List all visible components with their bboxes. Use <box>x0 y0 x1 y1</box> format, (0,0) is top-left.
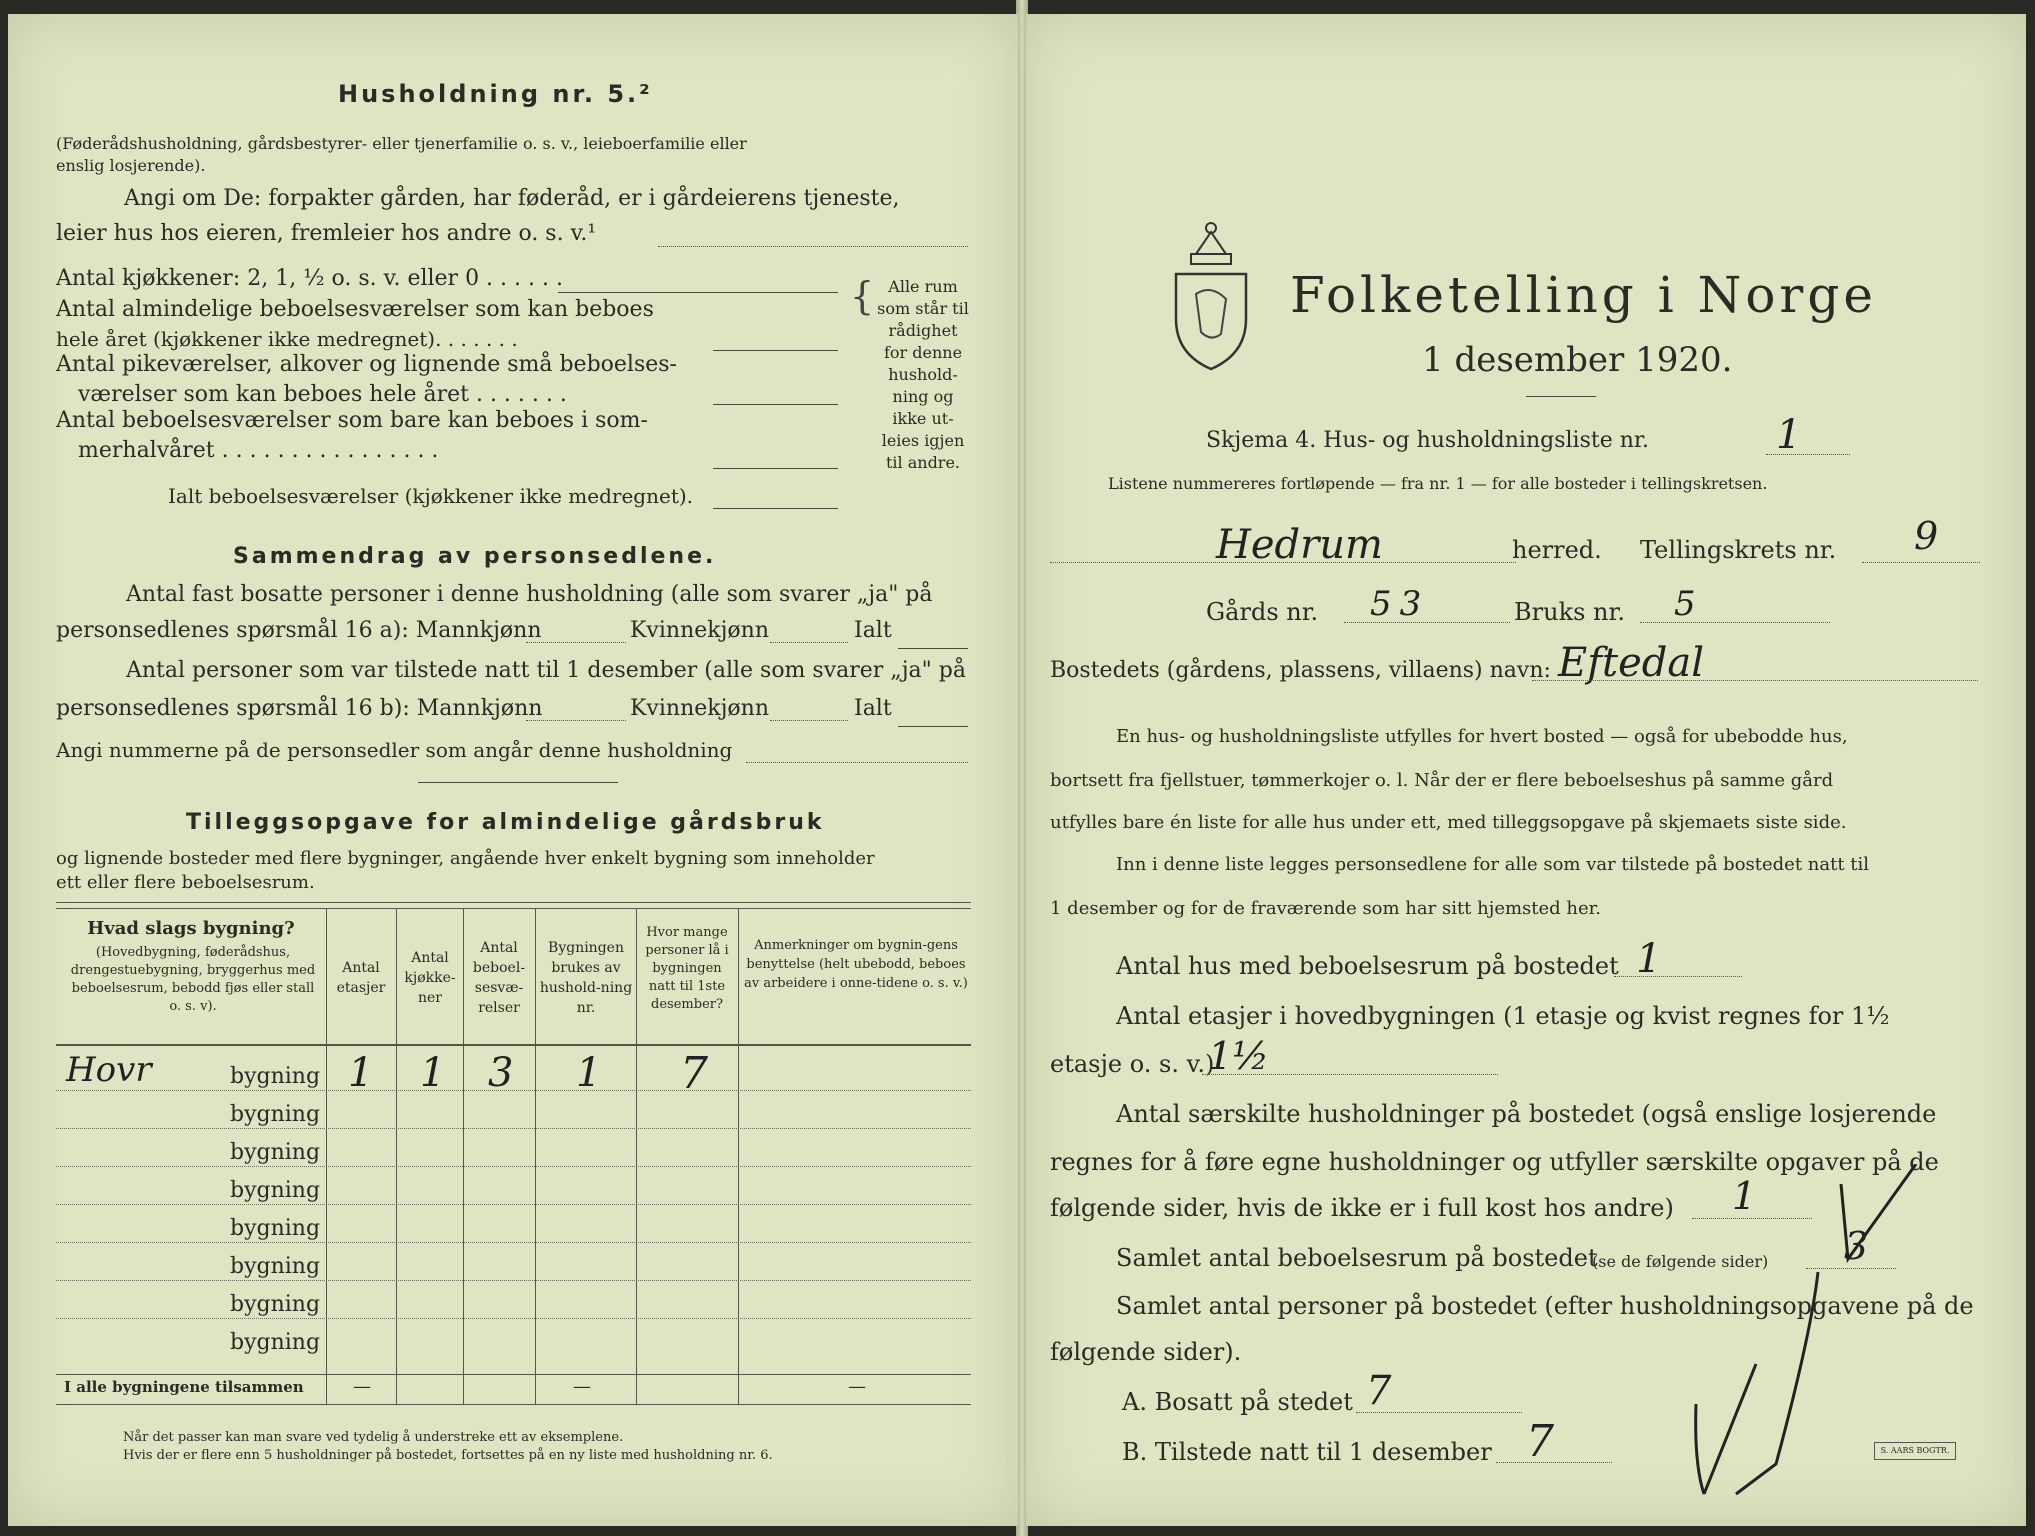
side-note <box>868 276 978 474</box>
info-line-2: bortsett fra fjellstuer, tømmerkojer o. l. Når der er flere beboelseshus på samme gård <box>1050 770 1834 791</box>
table-top-border <box>56 902 971 903</box>
answer-b-value: 7 <box>1526 1416 1554 1467</box>
footnote-1: Når det passer kan man svare ved tydelig å understreke ett av eksemplene. <box>123 1430 624 1445</box>
angi-line-2: leier hus hos eieren, fremleier hos andre o. s. v.¹ <box>56 221 597 246</box>
col-household-header: Bygningen brukes av hushold-ning nr. <box>539 940 633 1016</box>
answer-a-line <box>1356 1412 1522 1413</box>
col-kitchens-header: Antal kjøkke-ner <box>404 950 456 1006</box>
bosted-answer-line <box>1532 680 1978 681</box>
summary-total-present-label: Ialt <box>854 696 892 721</box>
bruks-answer-line <box>1640 622 1830 623</box>
row-separator <box>56 1318 971 1319</box>
row-8-word: bygning <box>230 1330 321 1355</box>
row-separator <box>56 1090 971 1091</box>
q-hus-answer-line <box>1614 976 1742 977</box>
q-hus-value: 1 <box>1636 936 1662 982</box>
angi-line-1: Angi om De: forpakter gården, har føderåd, er i gårdeierens tjeneste, <box>124 186 900 211</box>
info-line-3: utfylles bare én liste for alle hus under ett, med tilleggsopgave på skjemaets siste side. <box>1050 812 1847 833</box>
bruks-value: 5 <box>1674 584 1696 624</box>
q-rum-label: Samlet antal beboelsesrum på bostedet <box>1116 1244 1598 1272</box>
bosted-value: Eftedal <box>1558 640 1704 686</box>
row-1-household: 1 <box>576 1050 602 1096</box>
summary-title: Sammendrag av personsedlene. <box>233 544 717 569</box>
answer-a-label: A. Bosatt på stedet <box>1122 1388 1353 1416</box>
rooms-small-2: værelser som kan beboes hele året . . . . . . . <box>78 382 567 407</box>
summary-line-5: Angi nummerne på de personsedler som angår denne husholdning <box>56 738 733 762</box>
bruks-label: Bruks nr. <box>1514 598 1625 626</box>
tillegg-line-2: ett eller flere beboelsesrum. <box>56 872 315 893</box>
summary-women-label: Kvinnekjønn <box>630 618 769 643</box>
intro-line-1: (Føderådshusholdning, gårdsbestyrer- eller tjenerfamilie o. s. v., leieboerfamilie eller <box>56 134 747 153</box>
col-type-subheader: (Hovedbygning, føderådshus, drengestuebygning, bryggerhus med beboelsesrum, bebodd fjøs eller stall o. s. v). <box>70 945 316 1014</box>
tillegg-line-1: og lignende bosteder med flere bygninger, angående hver enkelt bygning som inneholder <box>56 848 875 869</box>
total-household-dash: — <box>573 1376 591 1397</box>
q-pers-line-1: Samlet antal personer på bostedet (efter husholdningsopgavene på de <box>1116 1292 1974 1320</box>
q-etasjer-line-2: etasje o. s. v.) <box>1050 1050 1215 1078</box>
row-1-persons: 7 <box>680 1048 708 1099</box>
summary-women-present-label: Kvinnekjønn <box>630 696 769 721</box>
rooms-ordinary-1: Antal almindelige beboelsesværelser som kan beboes <box>56 297 654 322</box>
side-note-line: hushold- <box>888 365 958 384</box>
document-date: 1 desember 1920. <box>1422 340 1733 380</box>
section-divider <box>418 782 618 783</box>
summary-line-1: Antal fast bosatte personer i denne husholdning (alle som svarer „ja" på <box>126 582 933 607</box>
row-1-type: Hovr <box>66 1050 152 1090</box>
title-divider <box>1526 396 1596 397</box>
q-etasjer-line-1: Antal etasjer i hovedbygningen (1 etasje og kvist regnes for 1½ <box>1116 1002 1890 1030</box>
total-present-answer-line <box>898 726 968 727</box>
row-separator <box>56 1280 971 1281</box>
rooms-small-1: Antal pikeværelser, alkover og lignende små beboelses- <box>56 352 677 377</box>
col-remarks-header: Anmerkninger om bygnin-gens benyttelse (helt ubebodd, beboes av arbeidere i onne-tidene o. s. v.) <box>744 938 968 991</box>
q-etasjer-answer-line <box>1202 1074 1498 1075</box>
household-title: Husholdning nr. 5.² <box>338 80 653 108</box>
men-present-answer-line <box>526 720 626 721</box>
q-etasjer-value: 1½ <box>1208 1034 1270 1078</box>
row-1-floors: 1 <box>348 1050 374 1096</box>
gards-label: Gårds nr. <box>1206 598 1319 626</box>
printer-stamp: S. AARS BOGTR. <box>1874 1442 1956 1460</box>
herred-answer-line <box>1050 562 1516 563</box>
summary-line-3: Antal personer som var tilstede natt til 1 desember (alle som svarer „ja" på <box>126 658 966 683</box>
q-pers-line-2: følgende sider). <box>1050 1338 1242 1366</box>
side-note-line: som står til <box>877 299 969 318</box>
total-label: I alle bygningene tilsammen <box>64 1378 304 1396</box>
skjema-answer-line <box>1766 454 1850 455</box>
row-separator <box>56 1128 971 1129</box>
women-answer-line <box>770 642 848 643</box>
rooms-summer-1: Antal beboelsesværelser som bare kan beboes i som- <box>56 408 648 433</box>
left-page <box>8 14 1018 1526</box>
tillegg-title: Tilleggsopgave for almindelige gårdsbruk <box>186 810 825 835</box>
row-5-word: bygning <box>230 1216 321 1241</box>
table-bottom-border <box>56 1404 971 1405</box>
bosted-label: Bostedets (gårdens, plassens, villaens) navn: <box>1050 658 1551 683</box>
row-1-kitchens: 1 <box>420 1050 446 1096</box>
col-divider <box>326 908 327 1404</box>
side-note-line: ikke ut- <box>892 409 954 428</box>
row-1-word: bygning <box>230 1064 321 1089</box>
total-floors-dash: — <box>353 1376 371 1397</box>
row-6-word: bygning <box>230 1254 321 1279</box>
kitchens-answer-line <box>558 292 838 293</box>
col-floors-header: Antal etasjer <box>336 960 386 996</box>
summary-total-label: Ialt <box>854 618 892 643</box>
row-3-word: bygning <box>230 1140 321 1165</box>
row-separator <box>56 1242 971 1243</box>
q-hus-label: Antal hus med beboelsesrum på bostedet <box>1116 952 1619 980</box>
tellingskrets-label: Tellingskrets nr. <box>1640 536 1837 564</box>
numbers-answer-line <box>746 762 968 763</box>
answer-a-value: 7 <box>1366 1368 1392 1414</box>
small-answer-line <box>713 404 838 405</box>
rooms-summer-2: merhalvåret . . . . . . . . . . . . . . . . <box>78 438 439 463</box>
q-rum-note: (se de følgende sider) <box>1592 1252 1769 1271</box>
summer-answer-line <box>713 468 838 469</box>
side-note-line: for denne <box>883 343 963 362</box>
brace-icon: { <box>850 274 875 318</box>
q-rum-value: 3 <box>1844 1224 1869 1268</box>
right-page <box>1026 14 2026 1526</box>
herred-value: Hedrum <box>1216 522 1383 568</box>
rooms-ordinary-2: hele året (kjøkkener ikke medregnet). . . . . . . <box>56 327 518 351</box>
q-hush-line-2: regnes for å føre egne husholdninger og utfyller særskilte opgaver på de <box>1050 1148 1939 1176</box>
ordinary-answer-line <box>713 350 838 351</box>
q-hush-line-1: Antal særskilte husholdninger på bostedet (også enslige losjerende <box>1116 1100 1937 1128</box>
row-separator <box>56 1204 971 1205</box>
table-top-border-2 <box>56 908 971 909</box>
col-type-header: Hvad slags bygning? <box>87 918 295 939</box>
answer-b-label: B. Tilstede natt til 1 desember <box>1122 1438 1492 1466</box>
col-divider <box>738 908 739 1404</box>
document-title: Folketelling i Norge <box>1290 266 1877 324</box>
skjema-label: Skjema 4. Hus- og husholdningsliste nr. <box>1206 428 1649 453</box>
col-rooms-header: Antal beboel-sesvæ-relser <box>472 940 526 1016</box>
skjema-number: 1 <box>1776 412 1802 458</box>
total-answer-line <box>898 648 968 649</box>
coat-of-arms-icon <box>1166 214 1256 374</box>
intro-line-2: enslig losjerende). <box>56 156 206 175</box>
rooms-kitchens: Antal kjøkkener: 2, 1, ½ o. s. v. eller 0 . . . . . . <box>56 266 563 291</box>
q-hush-value: 1 <box>1732 1174 1757 1218</box>
side-note-line: leies igjen <box>881 431 965 450</box>
table-header-border <box>56 1044 971 1046</box>
side-note-line: Alle rum <box>888 277 958 296</box>
side-note-line: rådighet <box>888 321 958 340</box>
total-rooms-answer-line <box>713 508 838 509</box>
angi-answer-line <box>658 246 968 247</box>
herred-label: herred. <box>1512 536 1602 564</box>
col-persons-header: Hvor mange personer lå i bygningen natt til 1ste desember? <box>645 925 729 1012</box>
info-line-4: Inn i denne liste legges personsedlene for alle som var tilstede på bostedet natt til <box>1116 854 1870 875</box>
rooms-total: Ialt beboelsesværelser (kjøkkener ikke medregnet). <box>168 484 694 508</box>
row-7-word: bygning <box>230 1292 321 1317</box>
row-2-word: bygning <box>230 1102 321 1127</box>
listene-note: Listene nummereres fortløpende — fra nr. 1 — for alle bosteder i tellingskretsen. <box>1108 474 1768 493</box>
total-remarks-dash: — <box>848 1376 866 1397</box>
gards-answer-line <box>1344 622 1510 623</box>
tellingskrets-value: 9 <box>1914 514 1939 558</box>
row-separator <box>56 1166 971 1167</box>
summary-line-2: personsedlenes spørsmål 16 a): Mannkjønn <box>56 618 542 643</box>
info-line-1: En hus- og husholdningsliste utfylles for hvert bosted — også for ubebodde hus, <box>1116 726 1848 747</box>
men-answer-line <box>526 642 626 643</box>
col-divider <box>396 908 397 1404</box>
side-note-line: ning og <box>892 387 954 406</box>
footnote-2: Hvis der er flere enn 5 husholdninger på bostedet, fortsettes på en ny liste med husholdning nr. 6. <box>123 1448 773 1463</box>
col-divider <box>636 908 637 1404</box>
table-total-border <box>56 1374 971 1375</box>
col-divider <box>535 908 536 1404</box>
q-hush-line-3: følgende sider, hvis de ikke er i full kost hos andre) <box>1050 1194 1674 1222</box>
row-1-rooms: 3 <box>488 1050 514 1096</box>
row-4-word: bygning <box>230 1178 321 1203</box>
info-line-5: 1 desember og for de fraværende som har sitt hjemsted her. <box>1050 898 1601 919</box>
tellingskrets-answer-line <box>1862 562 1980 563</box>
women-present-answer-line <box>770 720 848 721</box>
col-divider <box>463 908 464 1404</box>
gards-value: 53 <box>1370 584 1430 624</box>
summary-line-4: personsedlenes spørsmål 16 b): Mannkjønn <box>56 696 543 721</box>
side-note-line: til andre. <box>885 453 961 472</box>
